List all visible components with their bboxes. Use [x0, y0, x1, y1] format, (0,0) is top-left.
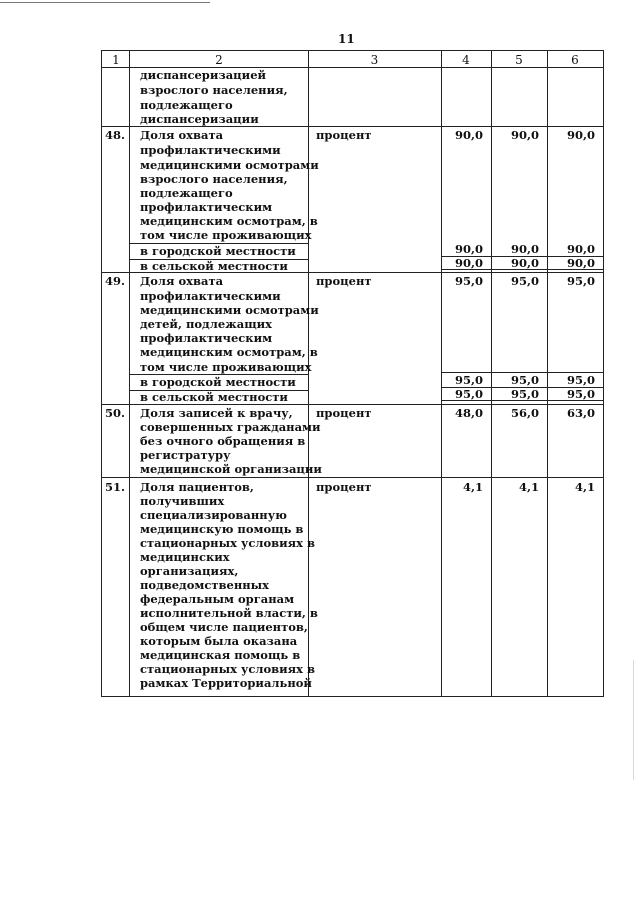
row-number: 50. — [105, 406, 126, 420]
value-cell: 95,0 — [454, 387, 483, 401]
scan-artifact — [633, 660, 634, 780]
sub-row-label: в городской местности — [140, 375, 296, 389]
row-text-line: Доля записей к врачу, — [140, 406, 293, 420]
value-cell: 63,0 — [566, 406, 595, 420]
row-text-line: медицинским осмотрам, в — [140, 214, 318, 228]
row-text-line: медицинским осмотрам, в — [140, 345, 318, 359]
sub-row-label: в сельской местности — [140, 259, 288, 273]
row-text-line: медицинской организации — [140, 462, 322, 476]
value-cell: 90,0 — [454, 128, 483, 142]
value-cell: 90,0 — [566, 128, 595, 142]
sub-row-label: в городской местности — [140, 244, 296, 258]
value-cell: 95,0 — [566, 373, 595, 387]
value-cell: 48,0 — [454, 406, 483, 420]
row-text-line: Доля охвата — [140, 274, 224, 288]
header-col-1: 1 — [112, 53, 120, 67]
row-text-line: подведомственных — [140, 578, 270, 592]
row-number: 49. — [105, 274, 126, 288]
row-text-line: организациях, — [140, 564, 239, 578]
col-divider — [491, 50, 492, 697]
row-text-line: детей, подлежащих — [140, 317, 273, 331]
row-text-line: Доля пациентов, — [140, 480, 254, 494]
value-cell: 95,0 — [510, 387, 539, 401]
value-cell: 90,0 — [510, 128, 539, 142]
header-col-5: 5 — [515, 53, 523, 67]
row-text-line: федеральным органам — [140, 592, 295, 606]
value-cell: 95,0 — [566, 387, 595, 401]
value-cell: 90,0 — [454, 242, 483, 256]
table-border-bottom — [101, 696, 604, 697]
row-text-line: стационарных условиях в — [140, 662, 315, 676]
header-col-4: 4 — [462, 53, 470, 67]
row-text-line: рамках Территориальной — [140, 676, 312, 690]
header-col-2: 2 — [215, 53, 223, 67]
row-text-line: стационарных условиях в — [140, 536, 315, 550]
value-cell: 95,0 — [510, 274, 539, 288]
row-text-line: медицинскими осмотрами — [140, 158, 319, 172]
unit-cell: процент — [316, 128, 372, 142]
row-text-line: Доля охвата — [140, 128, 224, 142]
value-cell: 4,1 — [518, 480, 539, 494]
row-text-line: диспансеризацией — [140, 68, 267, 82]
row-text-line: медицинских — [140, 550, 230, 564]
scan-top-line — [0, 2, 210, 3]
value-cell: 95,0 — [510, 373, 539, 387]
row-text-line: общем числе пациентов, — [140, 620, 308, 634]
row-number: 51. — [105, 480, 126, 494]
row-text-line: подлежащего — [140, 186, 233, 200]
row-text-line: медицинскую помощь в — [140, 522, 304, 536]
page-number: 11 — [338, 32, 355, 46]
value-cell: 4,1 — [462, 480, 483, 494]
col-divider — [547, 50, 548, 697]
row-text-line: медицинскими осмотрами — [140, 303, 319, 317]
unit-cell: процент — [316, 274, 372, 288]
value-cell: 90,0 — [566, 256, 595, 270]
value-cell: 90,0 — [510, 256, 539, 270]
row-text-line: исполнительной власти, в — [140, 606, 318, 620]
row-text-line: том числе проживающих — [140, 228, 312, 242]
row-text-line: диспансеризации — [140, 112, 259, 126]
row-text-line: которым была оказана — [140, 634, 298, 648]
value-cell: 90,0 — [454, 256, 483, 270]
value-cell: 95,0 — [454, 274, 483, 288]
unit-cell: процент — [316, 480, 372, 494]
value-cell: 56,0 — [510, 406, 539, 420]
row-text-line: медицинская помощь в — [140, 648, 301, 662]
col-divider — [441, 50, 442, 697]
header-col-6: 6 — [571, 53, 579, 67]
value-cell: 90,0 — [566, 242, 595, 256]
value-cell: 4,1 — [574, 480, 595, 494]
row-text-line: взрослого населения, — [140, 172, 288, 186]
row-text-line: регистратуру — [140, 448, 231, 462]
row-text-line: профилактическим — [140, 200, 273, 214]
row-text-line: подлежащего — [140, 98, 233, 112]
row-text-line: без очного обращения в — [140, 434, 306, 448]
table-border-left — [101, 50, 102, 697]
row-text-line: специализированную — [140, 508, 287, 522]
table-border-right — [603, 50, 604, 697]
header-col-3: 3 — [370, 53, 379, 67]
row-number: 48. — [105, 128, 126, 142]
row-text-line: получивших — [140, 494, 225, 508]
sub-row-label: в сельской местности — [140, 390, 288, 404]
value-cell: 95,0 — [566, 274, 595, 288]
row-text-line: профилактическим — [140, 331, 273, 345]
unit-cell: процент — [316, 406, 372, 420]
value-cell: 95,0 — [454, 373, 483, 387]
row-text-line: профилактическими — [140, 143, 281, 157]
row-text-line: взрослого населения, — [140, 83, 288, 97]
row-text-line: совершенных гражданами — [140, 420, 321, 434]
row-text-line: профилактическими — [140, 289, 281, 303]
row-divider — [101, 50, 604, 51]
row-text-line: том числе проживающих — [140, 360, 312, 374]
value-cell: 90,0 — [510, 242, 539, 256]
